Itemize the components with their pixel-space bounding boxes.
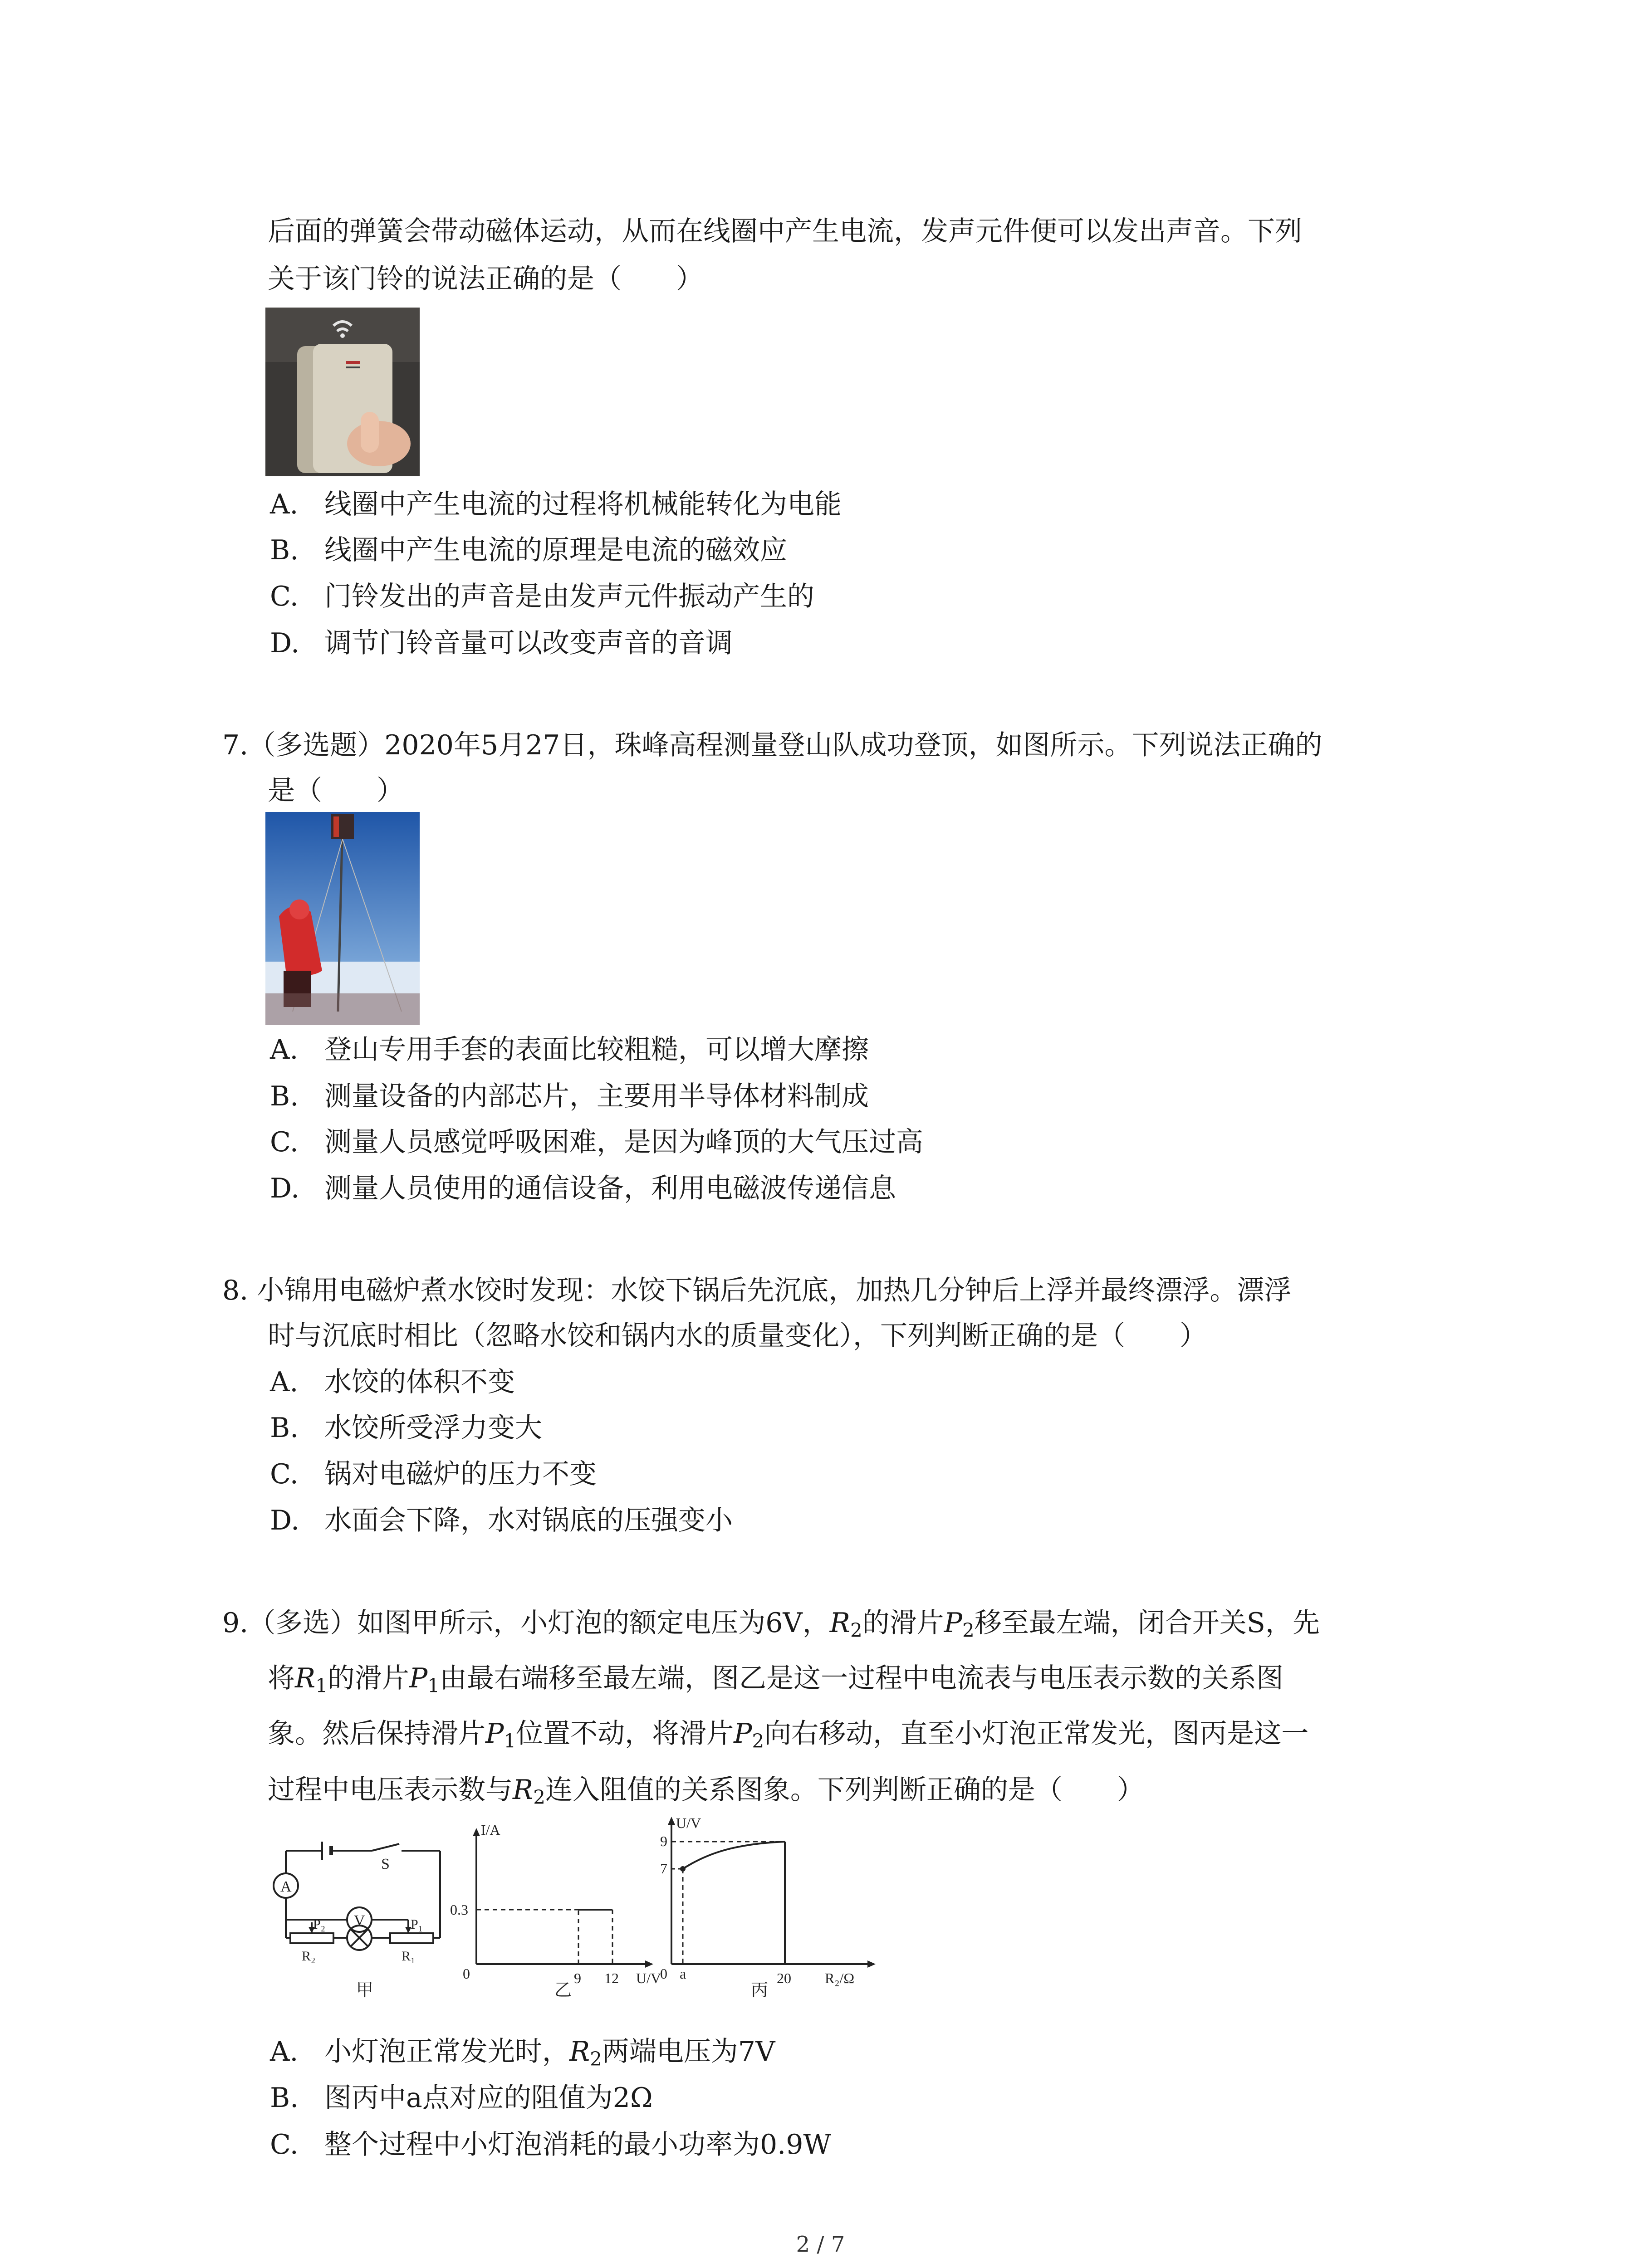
voltmeter-label: V bbox=[354, 1912, 365, 1929]
circuit-diagram bbox=[274, 1842, 440, 1950]
q9-stem-line3: 象。然后保持滑片$P_1$位置不动，将滑片$P_2$向右移动，直至小灯泡正常发光，图丙是这一 bbox=[268, 1718, 1309, 1752]
p1-label: P₁ bbox=[411, 1917, 423, 1932]
q8-stem-line2: 时与沉底时相比（忽略水饺和锅内水的质量变化），下列判断正确的是（ ） bbox=[268, 1320, 1207, 1352]
bing-ytick-9: 9 bbox=[660, 1833, 667, 1849]
q8-option-d[interactable]: D. 水面会下降，水对锅底的压强变小 bbox=[270, 1505, 733, 1536]
q7-option-b[interactable]: B. 测量设备的内部芯片，主要用半导体材料制成 bbox=[270, 1080, 869, 1112]
bing-ytick-7: 7 bbox=[660, 1860, 667, 1877]
q9-stem-line4: 过程中电压表示数与$R_2$连入阻值的关系图象。下列判断正确的是（ ） bbox=[268, 1774, 1144, 1809]
bing-xtick-a: a bbox=[680, 1965, 686, 1982]
q6-option-c[interactable]: C. 门铃发出的声音是由发声元件振动产生的 bbox=[270, 581, 814, 612]
yi-ylabel: I/A bbox=[481, 1822, 500, 1838]
q9-option-b[interactable]: B. 图丙中a点对应的阻值为2Ω bbox=[270, 2082, 653, 2114]
q6-stem-line2: 关于该门铃的说法正确的是（ ） bbox=[268, 263, 703, 295]
q9-figures bbox=[254, 1814, 889, 2023]
q7-option-d[interactable]: D. 测量人员使用的通信设备，利用电磁波传递信息 bbox=[270, 1173, 896, 1204]
q9-stem-line2: 将$R_1$的滑片$P_1$由最右端移至最左端，图乙是这一过程中电流表与电压表示数的关系图 bbox=[268, 1662, 1284, 1697]
q6-option-d[interactable]: D. 调节门铃音量可以改变声音的音调 bbox=[270, 627, 733, 659]
r1-label: R₁ bbox=[402, 1949, 416, 1964]
q9-stem-line1: 9.（多选）如图甲所示，小灯泡的额定电压为6V，$R_2$的滑片$P_2$移至最左端，闭合开关S，先 bbox=[222, 1607, 1320, 1642]
graph-bing bbox=[660, 1815, 876, 2000]
switch-label: S bbox=[381, 1856, 390, 1872]
yi-ytick: 0.3 bbox=[450, 1901, 468, 1918]
yi-guide-lines bbox=[476, 1910, 612, 1964]
q7-option-c[interactable]: C. 测量人员感觉呼吸困难，是因为峰顶的大气压过高 bbox=[270, 1126, 923, 1158]
fig-bing-caption: 丙 bbox=[751, 1981, 769, 2000]
fig-yi-caption: 乙 bbox=[554, 1981, 572, 2000]
q9-option-a[interactable]: A. 小灯泡正常发光时，$R_2$两端电压为7V bbox=[270, 2036, 775, 2070]
q8-option-c[interactable]: C. 锅对电磁炉的压力不变 bbox=[270, 1458, 597, 1490]
yi-origin: 0 bbox=[463, 1965, 470, 1982]
summit-photo bbox=[265, 812, 420, 1025]
yi-xlabel: U/V bbox=[636, 1970, 661, 1986]
page-number: 2 / 7 bbox=[796, 2232, 845, 2257]
yi-xtick-12: 12 bbox=[604, 1970, 619, 1986]
bing-xlabel: R₂/Ω bbox=[825, 1970, 855, 1986]
yi-xtick-9: 9 bbox=[574, 1970, 581, 1986]
q6-stem-line1: 后面的弹簧会带动磁体运动，从而在线圈中产生电流，发声元件便可以发出声音。下列 bbox=[268, 215, 1302, 247]
bing-ylabel: U/V bbox=[676, 1815, 701, 1831]
q8-stem-line1: 8. 小锦用电磁炉煮水饺时发现：水饺下锅后先沉底，加热几分钟后上浮并最终漂浮。漂浮 bbox=[222, 1275, 1292, 1306]
p2-label: P₂ bbox=[313, 1917, 326, 1932]
doorbell-photo bbox=[265, 308, 420, 476]
fig-jia-caption: 甲 bbox=[356, 1981, 374, 2000]
q8-option-b[interactable]: B. 水饺所受浮力变大 bbox=[270, 1412, 542, 1444]
bing-origin: 0 bbox=[660, 1965, 667, 1982]
q7-stem-line2: 是（ ） bbox=[268, 775, 404, 807]
q9-option-c[interactable]: C. 整个过程中小灯泡消耗的最小功率为0.9W bbox=[270, 2129, 832, 2160]
q7-stem-line1: 7.（多选题）2020年5月27日，珠峰高程测量登山队成功登顶，如图所示。下列说法正确的 bbox=[222, 729, 1323, 761]
q7-option-a[interactable]: A. 登山专用手套的表面比较粗糙，可以增大摩擦 bbox=[270, 1034, 869, 1066]
ammeter-label: A bbox=[280, 1878, 292, 1895]
q8-option-a[interactable]: A. 水饺的体积不变 bbox=[270, 1366, 515, 1398]
graph-yi bbox=[450, 1822, 661, 2000]
bing-curve bbox=[683, 1842, 785, 1869]
r2-label: R₂ bbox=[302, 1949, 316, 1964]
bing-xtick-20: 20 bbox=[777, 1970, 791, 1986]
q6-option-a[interactable]: A. 线圈中产生电流的过程将机械能转化为电能 bbox=[270, 489, 842, 520]
q6-option-b[interactable]: B. 线圈中产生电流的原理是电流的磁效应 bbox=[270, 534, 787, 566]
